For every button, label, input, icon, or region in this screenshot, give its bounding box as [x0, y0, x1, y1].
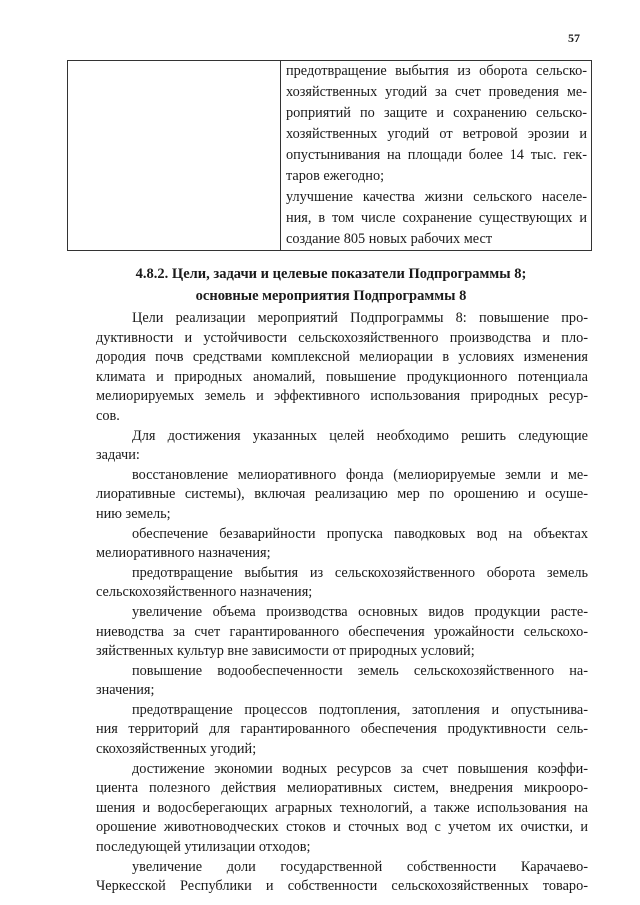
text-line: Цели реализации мероприятий Подпрограммы 8: повышение про- [132, 310, 588, 326]
text-line: лиоративные системы), включая реализацию мер по орошению и осуше- [96, 486, 588, 503]
text-line: орошение животноводческих стоков и сточных вод с учетом их очистки, и [96, 819, 588, 836]
table-line: предотвращение выбытия из оборота сельско- [286, 63, 587, 79]
text-line: восстановление мелиоративного фонда (мелиорируемые земли и ме- [132, 466, 588, 483]
text-line: сельскохозяйственного назначения; [96, 584, 313, 601]
table-cell-results [281, 61, 592, 251]
table-line: опустынивания на площади более 14 тыс. гек- [286, 147, 587, 163]
text-line: предотвращение процессов подтопления, затопления и опустынива- [132, 701, 588, 718]
section-heading [96, 263, 566, 307]
text-line: ния территорий для гарантированного обеспечения продуктивности сель- [96, 721, 588, 738]
text-line: дуктивности и устойчивости сельскохозяйственного производства и пло- [96, 329, 588, 346]
text-line: значения; [96, 682, 155, 699]
text-line: достижение экономии водных ресурсов за счет повышения коэффи- [132, 760, 588, 777]
table-cell-empty [68, 61, 281, 251]
table-line: таров ежегодно; [286, 168, 385, 184]
text-line: циента полезного действия мелиоративных систем, внедрения микрооро- [96, 780, 588, 797]
text-line: мелиорируемых земель и эффективного использования природных ресур- [96, 388, 588, 405]
text-line: повышение водообеспеченности земель сельскохозяйственного на- [132, 662, 588, 679]
text-line: сов. [96, 407, 120, 424]
text-line: климата и природных аномалий, повышение продукционного потенциала [96, 368, 588, 385]
text-line: мелиоративного назначения; [96, 545, 271, 562]
table-line: улучшение качества жизни сельского населе- [286, 189, 587, 205]
text-line: шения и водосберегающих аграрных технологий, а также использования на [96, 799, 588, 816]
table-line: хозяйственных угодий от ветровой эрозии и [286, 126, 587, 142]
continuation-table [67, 60, 592, 251]
text-line: скохозяйственных угодий; [96, 741, 257, 758]
table-line: создание 805 новых рабочих мест [286, 231, 493, 247]
text-line: нию земель; [96, 505, 171, 522]
text-line: ниеводства за счет гарантированного обеспечения урожайности сельскохо- [96, 623, 588, 640]
text-line: обеспечение безаварийности пропуска паводковых вод на объектах [132, 525, 588, 542]
table-line: хозяйственных угодий за счет проведения ме- [286, 84, 587, 100]
text-line: Для достижения указанных целей необходимо решить следующие [132, 427, 588, 444]
section-heading-line: 4.8.2. Цели, задачи и целевые показатели Подпрограммы 8; [135, 266, 527, 282]
section-heading-line: основные мероприятия Подпрограммы 8 [195, 288, 467, 304]
text-line: дородия почв средствами комплексной мелиорации в условиях изменения [96, 349, 588, 366]
body-text [96, 309, 588, 897]
table-row [68, 61, 592, 251]
text-line: последующей утилизации отходов; [96, 839, 311, 856]
text-line: задачи: [96, 447, 140, 464]
table-line: ния, в том числе сохранение существующих и [286, 210, 587, 226]
text-line: предотвращение выбытия из сельскохозяйственного оборота земель [132, 564, 588, 581]
text-line: зяйственных культур вне зависимости от природных условий; [96, 643, 475, 660]
page-number: 57 [568, 31, 580, 45]
text-line: увеличение объема производства основных видов продукции расте- [132, 603, 588, 620]
text-line: Черкесской Республики и собственности сельскохозяйственных товаро- [96, 878, 588, 895]
text-line: увеличение доли государственной собственности Карачаево- [132, 858, 588, 875]
table-line: роприятий по защите и сохранению сельско- [286, 105, 587, 121]
